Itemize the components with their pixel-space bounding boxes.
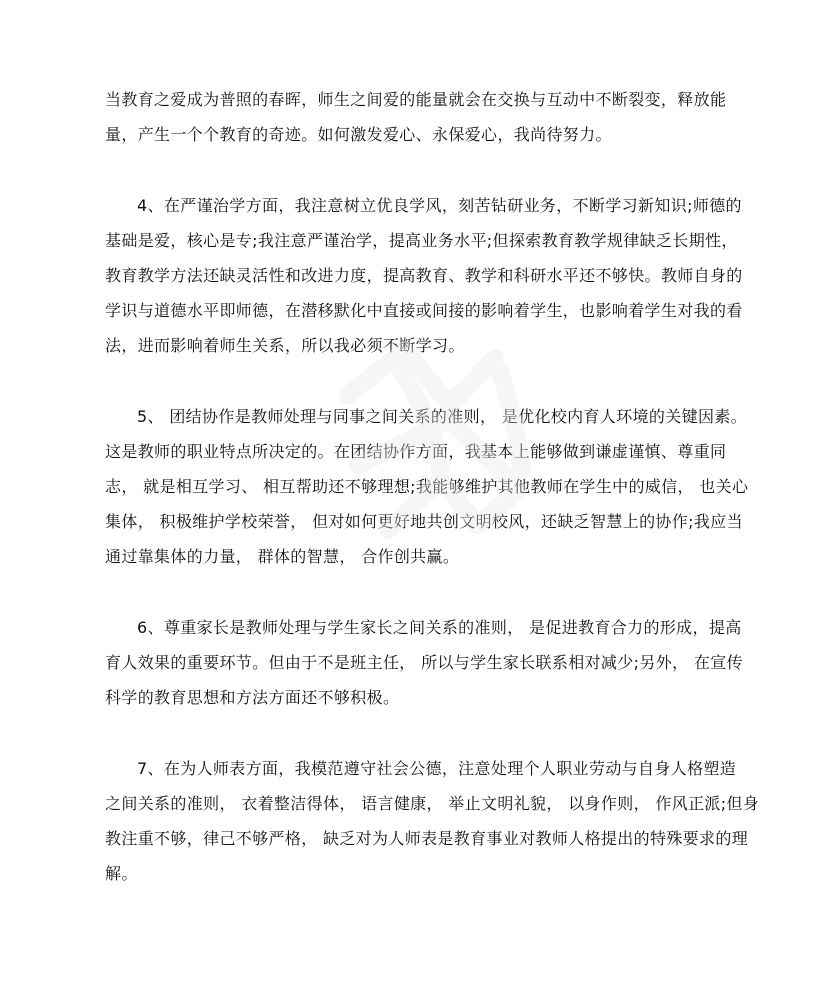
paragraph-line: 学识与道德水平即师德，在潜移默化中直接或间接的影响着学生，也影响着学生对我的看 [105, 301, 743, 320]
paragraph-line: 解。 [105, 864, 138, 883]
paragraph-line: 法，进而影响着师生关系，所以我必须不断学习。 [105, 336, 465, 355]
paragraph-line: 育人效果的重要环节。但由于不是班主任， 所以与学生家长联系相对减少;另外， 在宣传 [105, 653, 743, 672]
paragraph-line: 量，产生一个个教育的奇迹。如何激发爱心、永保爱心，我尚待努力。 [105, 125, 612, 144]
paragraph-line: 集体， 积极维护学校荣誉， 但对如何更好地共创文明校风，还缺乏智慧上的协作;我应当 [105, 512, 743, 531]
paragraph-item-7 [105, 751, 760, 891]
paragraph-line: 7、在为人师表方面，我模范遵守社会公德，注意处理个人职业劳动与自身人格塑造 [137, 759, 737, 778]
paragraph-line: 志， 就是相互学习、 相互帮助还不够理想;我能够维护其他教师在学生中的威信， 也关心 [105, 477, 749, 496]
paragraph-line: 这是教师的职业特点所决定的。在团结协作方面，我基本上能够做到谦虚谨慎、尊重同 [105, 442, 727, 461]
paragraph-line: 6、尊重家长是教师处理与学生家长之间关系的准则， 是促进教育合力的形成，提高 [137, 618, 742, 637]
paragraph-line: 5、 团结协作是教师处理与同事之间关系的准则， 是优化校内育人环境的关键因素。 [137, 407, 748, 426]
paragraph-intro [105, 82, 725, 152]
paragraph-line: 之间关系的准则， 衣着整洁得体， 语言健康， 举止文明礼貌， 以身作则， 作风正派;但身 [105, 794, 760, 813]
paragraph-line: 通过靠集体的力量， 群体的智慧， 合作创共赢。 [105, 547, 460, 566]
paragraph-line: 基础是爱，核心是专;我注意严谨治学，提高业务水平;但探索教育教学规律缺乏长期性， [105, 231, 738, 250]
paragraph-line: 4、在严谨治学方面，我注意树立优良学风，刻苦钻研业务，不断学习新知识;师德的 [137, 196, 742, 215]
paragraph-line: 教育教学方法还缺灵活性和改进力度，提高教育、教学和科研水平还不够快。教师自身的 [105, 266, 743, 285]
paragraph-item-6 [105, 610, 743, 715]
paragraph-item-5 [105, 399, 749, 574]
paragraph-line: 科学的教育思想和方法方面还不够积极。 [105, 688, 400, 707]
paragraph-line: 当教育之爱成为普照的春晖，师生之间爱的能量就会在交换与互动中不断裂变，释放能 [105, 90, 727, 109]
paragraph-item-4 [105, 188, 743, 363]
paragraph-line: 教注重不够，律己不够严格， 缺乏对为人师表是教育事业对教师人格提出的特殊要求的理 [105, 829, 749, 848]
document-body [105, 82, 760, 927]
